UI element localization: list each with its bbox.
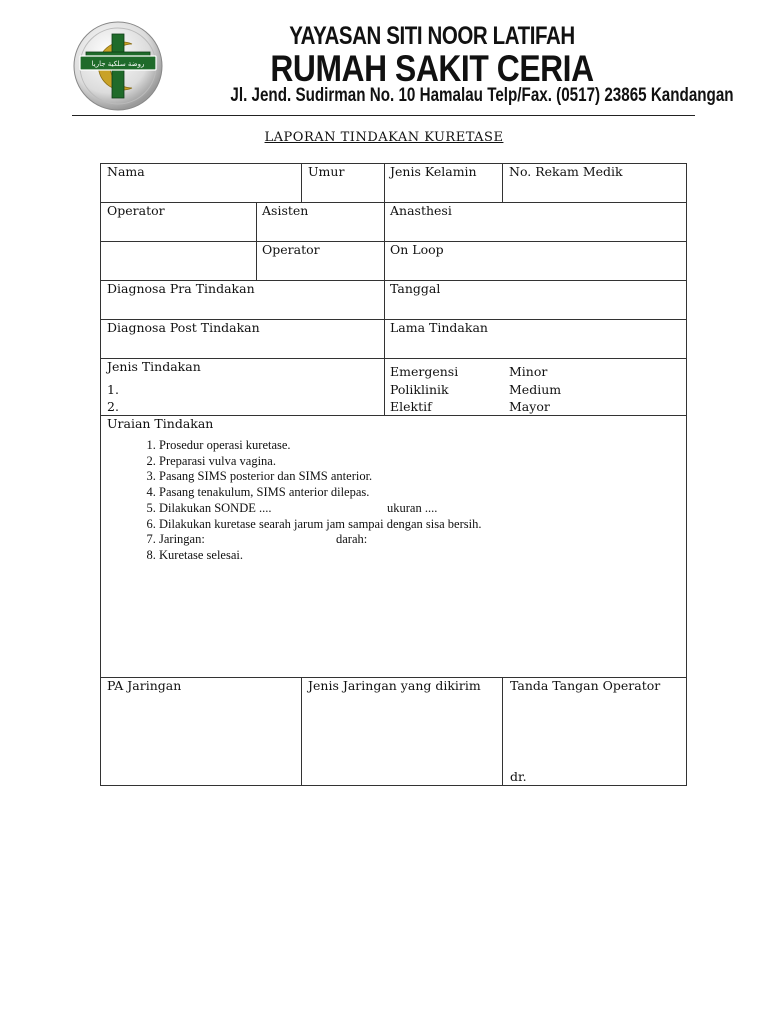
form-border-bottom (100, 785, 687, 786)
step-item: 3. Pasang SIMS posterior dan SIMS anterior. (159, 469, 679, 485)
label-anasthesi: Anasthesi (390, 203, 452, 218)
foundation-name: YAYASAN SITI NOOR LATIFAH (289, 22, 575, 50)
col-divider (384, 202, 385, 280)
skala-medium: Medium (509, 382, 562, 397)
label-jenis-kelamin: Jenis Kelamin (390, 164, 477, 179)
form-border-right (686, 163, 687, 786)
form-border-left (100, 163, 101, 786)
label-umur: Umur (308, 164, 345, 179)
label-nama: Nama (107, 164, 145, 179)
kategori-elektif: Elektif (390, 399, 432, 414)
col-divider (256, 202, 257, 280)
col-divider (384, 280, 385, 415)
label-asisten-operator: Operator (262, 242, 320, 257)
step-item: 1. Prosedur operasi kuretase. (159, 438, 679, 454)
col-divider (301, 677, 302, 785)
step-item: 6. Dilakukan kuretase searah jarum jam sampai dengan sisa bersih. (159, 517, 679, 533)
col-divider (502, 677, 503, 785)
label-lama-tindakan: Lama Tindakan (390, 320, 488, 335)
col-divider (301, 163, 302, 202)
document-title: LAPORAN TINDAKAN KURETASE (264, 130, 504, 145)
col-divider (502, 163, 503, 202)
step-item: 2. Preparasi vulva vagina. (159, 454, 679, 470)
skala-minor: Minor (509, 364, 548, 379)
procedure-steps (130, 438, 679, 564)
kategori-poliklinik: Poliklinik (390, 382, 449, 397)
label-rekam-medik: No. Rekam Medik (509, 164, 623, 179)
label-jenis-jaringan: Jenis Jaringan yang dikirim (308, 678, 481, 693)
label-diagnosa-post: Diagnosa Post Tindakan (107, 320, 260, 335)
header-divider (72, 115, 695, 116)
jenis-item-1: 1. (107, 382, 119, 397)
label-dr: dr. (510, 769, 527, 784)
label-asisten: Asisten (262, 203, 309, 218)
skala-mayor: Mayor (509, 399, 550, 414)
hospital-address: Jl. Jend. Sudirman No. 10 Hamalau Telp/Fax. (0517) 23865 Kandangan (230, 85, 734, 106)
jenis-item-2: 2. (107, 399, 119, 414)
step-item: 5. Dilakukan SONDE .... ukuran .... (159, 501, 679, 517)
step-item: 4. Pasang tenakulum, SIMS anterior dilepas. (159, 485, 679, 501)
procedure-form (100, 163, 687, 786)
col-divider (384, 163, 385, 202)
logo-text: روضة سلكية جاريا (91, 60, 145, 68)
hospital-name: RUMAH SAKIT CERIA (270, 48, 594, 89)
label-pa-jaringan: PA Jaringan (107, 678, 182, 693)
label-tanda-tangan: Tanda Tangan Operator (510, 678, 661, 693)
kategori-emergensi: Emergensi (390, 364, 459, 379)
label-operator: Operator (107, 203, 165, 218)
label-on-loop: On Loop (390, 242, 444, 257)
label-jenis-tindakan: Jenis Tindakan (107, 359, 201, 374)
step-item: 7. Jaringan: darah: (159, 532, 679, 548)
label-diagnosa-pra: Diagnosa Pra Tindakan (107, 281, 255, 296)
step-item: 8. Kuretase selesai. (159, 548, 679, 564)
hospital-logo (72, 20, 164, 112)
label-tanggal: Tanggal (390, 281, 441, 296)
label-uraian: Uraian Tindakan (107, 416, 214, 431)
